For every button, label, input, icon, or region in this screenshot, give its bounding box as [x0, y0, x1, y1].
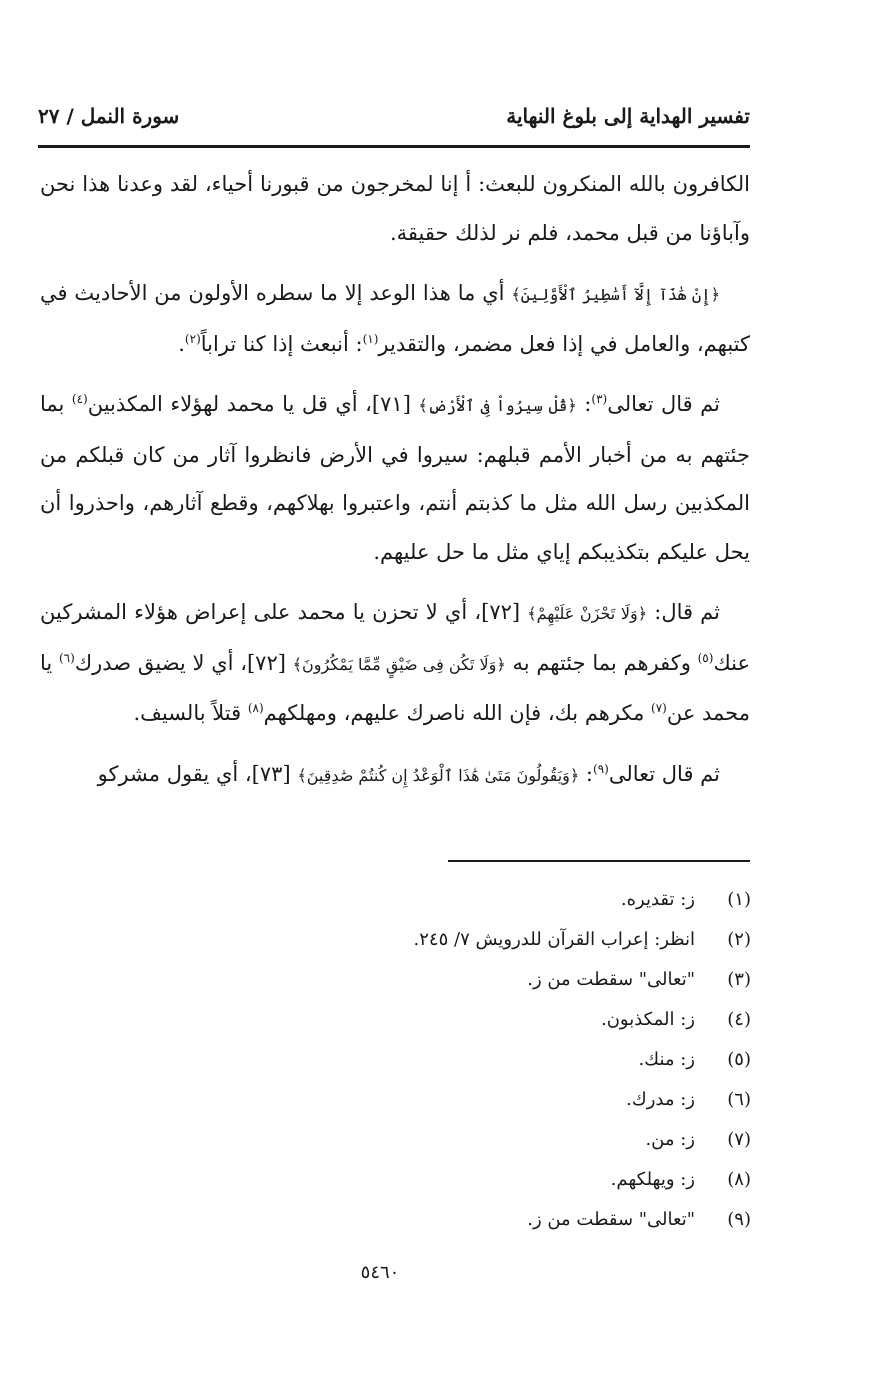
text-run: [٧٢]، أي لا يضيق صدرك [74, 650, 293, 675]
text-run: : أنبعث إذا كنا تراباً [200, 331, 363, 356]
text-run: وكفرهم بما جئتهم به [505, 650, 698, 675]
footnote-number: (١) [727, 889, 751, 910]
footnote-marker: (٩) [593, 761, 609, 776]
paragraph [40, 269, 750, 368]
footnote-marker: (٣) [591, 392, 608, 406]
quran-verse: ﴿قُلْ سِيرُواْ فِى ٱلْأَرْضِ﴾ [418, 396, 577, 415]
footnote-item [331, 1000, 751, 1040]
text-run: ثم قال تعالى [608, 761, 720, 786]
text-run: بما جئتهم به من أخبار الأمم قبلهم: سيروا في الأرض فانظروا آثار من كان قبلكم من المكذبين رسل الله مثل ما كذبتم أنتم، واعتبروا بهلاكهم، وقطع آثارهم، واحذروا أن يحل عليكم بتكذيبكم إياي مثل ما حل عليهم. [40, 392, 750, 564]
footnote-number: (٤) [727, 1009, 751, 1030]
footnote-marker: (٨) [247, 701, 264, 715]
footnote-marker: (٦) [58, 650, 75, 665]
quran-verse: ﴿وَلَا تَكُن فِى ضَيْقٍ مِّمَّا يَمْكُرُونَ﴾ [292, 654, 506, 674]
surah-label: سورة النمل / ٢٧ [38, 104, 180, 128]
text-run: . [178, 331, 185, 356]
text-run: ثم قال تعالى [607, 392, 721, 416]
footnote-item [331, 1040, 751, 1080]
footnote-item [331, 880, 751, 920]
running-header [38, 96, 750, 136]
text-run: [٧٢]، أي لا تحزن يا محمد على إعراض هؤلاء المشركين عنك [40, 600, 751, 675]
footnote-separator [448, 860, 750, 862]
text-run: [٧٣]، أي يقول مشركو [97, 761, 298, 786]
footnote-marker: (١) [362, 331, 379, 346]
footnote-item [331, 1160, 751, 1200]
footnote-text: "تعالى" سقطت من ز. [527, 1209, 695, 1230]
footnote-text: ز: منك. [638, 1049, 695, 1070]
text-run: يا محمد عن [40, 650, 750, 725]
text-run: : [576, 392, 592, 416]
quran-verse: ﴿إِنْ هَٰذَآ إِلَّآ أَسَٰطِيرُ ٱلْأَوَّلِينَ﴾ [511, 285, 720, 304]
paragraph [40, 588, 750, 738]
footnote-number: (٩) [727, 1209, 751, 1230]
text-run: أي ما هذا الوعد إلا ما سطره الأولون من الأحاديث في كتبهم، والعامل في إذا فعل مضمر، والتقدير [40, 281, 750, 356]
body-text [40, 160, 750, 812]
text-run: مكرهم بك، فإن الله ناصرك عليهم، ومهلكهم [263, 701, 651, 725]
footnote-item [331, 1080, 751, 1120]
paragraph [40, 750, 750, 801]
paragraph [40, 160, 750, 257]
footnote-text: ز: من. [645, 1129, 695, 1150]
footnote-marker: (٢) [184, 331, 201, 346]
footnote-text: ز: مدرك. [626, 1089, 695, 1110]
footnotes [331, 880, 751, 1240]
footnote-item [331, 1120, 751, 1160]
footnote-text: "تعالى" سقطت من ز. [527, 969, 695, 990]
text-run: الكافرون بالله المنكرون للبعث: أ إنا لمخرجون من قبورنا أحياء، لقد وعدنا هذا نحن وآباؤنا من قبل محمد، فلم نر لذلك حقيقة. [40, 172, 750, 245]
text-run: ثم قال: [647, 600, 721, 624]
header-rule [38, 145, 750, 148]
footnote-text: ز: ويهلكهم. [610, 1169, 695, 1190]
page-number: ٥٤٦٠ [360, 1262, 400, 1283]
paragraph [40, 380, 750, 576]
quran-verse: ﴿وَيَقُولُونَ مَتَىٰ هَٰذَا ٱلْوَعْدُ إِن كُنتُمْ صَٰدِقِينَ﴾ [297, 765, 580, 785]
footnote-marker: (٤) [71, 392, 88, 406]
footnote-number: (٨) [727, 1169, 751, 1190]
footnote-marker: (٧) [651, 701, 667, 715]
text-run: [٧١]، أي قل يا محمد لهؤلاء المكذبين [87, 392, 419, 416]
quran-verse: ﴿وَلَا تَحْزَنْ عَلَيْهِمْ﴾ [527, 604, 648, 623]
footnote-number: (٢) [727, 929, 751, 950]
footnote-text: انظر: إعراب القرآن للدرويش ٧/ ٢٤٥. [413, 929, 695, 950]
footnote-number: (٥) [727, 1049, 751, 1070]
footnote-text: ز: المكذبون. [600, 1009, 695, 1030]
footnote-number: (٣) [727, 969, 751, 990]
footnote-item [331, 1200, 751, 1240]
footnote-item [331, 920, 751, 960]
text-run: قتلاً بالسيف. [133, 701, 248, 725]
footnote-item [331, 960, 751, 1000]
footnote-marker: (٥) [697, 650, 714, 665]
footnote-text: ز: تقديره. [620, 889, 695, 910]
footnote-number: (٧) [727, 1129, 751, 1150]
footnote-number: (٦) [727, 1089, 751, 1110]
book-title: تفسير الهداية إلى بلوغ النهاية [506, 104, 750, 128]
text-run: : [579, 761, 594, 786]
